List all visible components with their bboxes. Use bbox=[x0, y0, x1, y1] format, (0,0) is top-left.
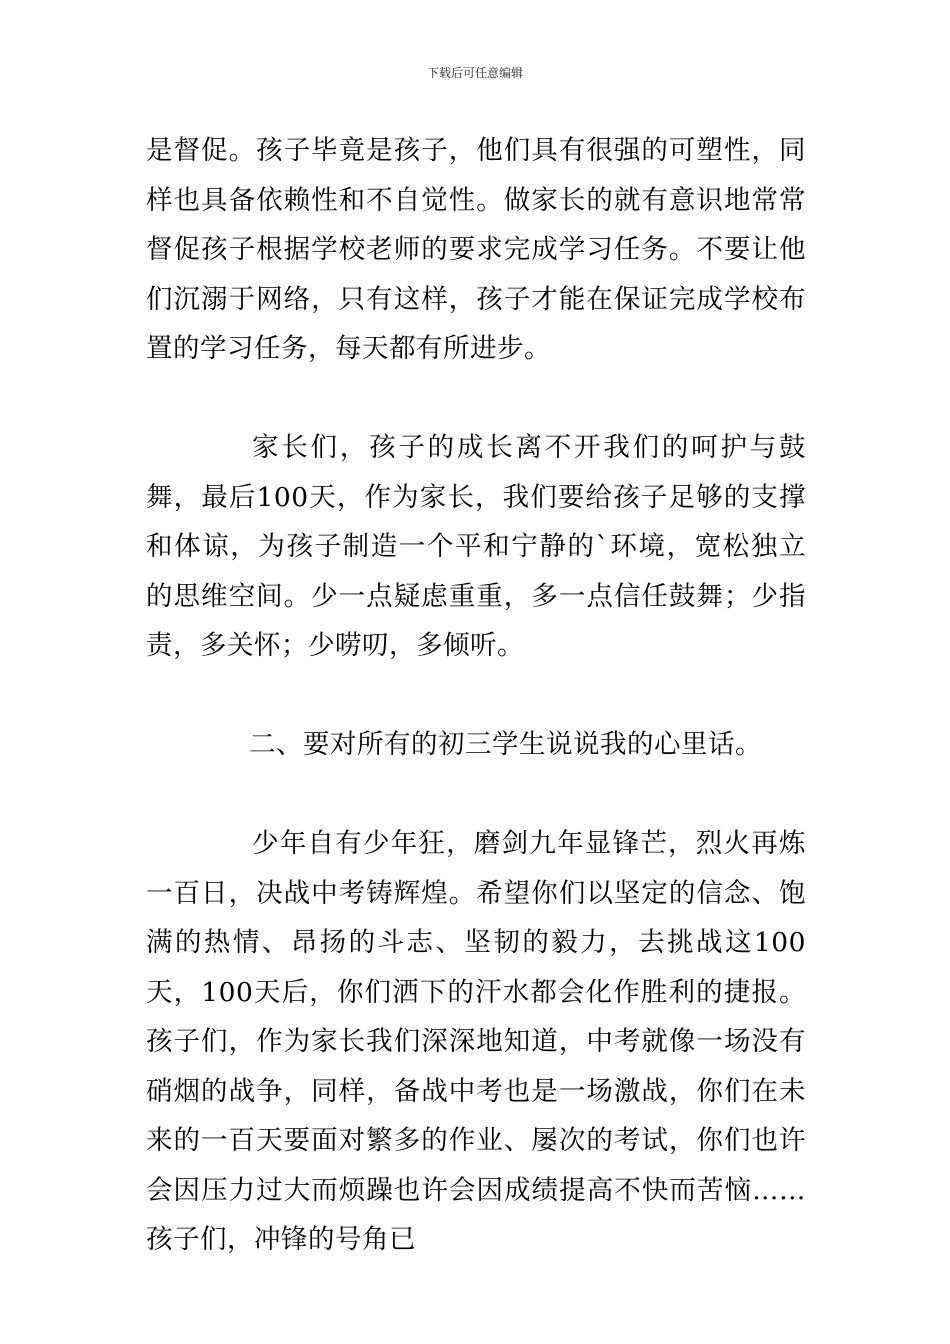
document-body bbox=[146, 126, 806, 1265]
paragraph-spacer bbox=[146, 770, 806, 820]
paragraph-spacer bbox=[146, 671, 806, 721]
section-heading: 二、要对所有的初三学生说说我的心里话。 bbox=[249, 729, 762, 760]
paragraph-students: 少年自有少年狂，磨剑九年显锋芒，烈火再炼一百日，决战中考铸辉煌。希望你们以坚定的信念、饱满的热情、昂扬的斗志、坚韧的毅力，去挑战这100天，100天后，你们洒下的汗水都会化作胜利的捷报。孩子们，作为家长我们深深地知道，中考就像一场没有硝烟的战争，同样，备战中考也是一场激战，你们在未来的一百天要面对繁多的作业、屡次的考试，你们也许会因压力过大而烦躁也许会因成绩提高不快而苦恼……孩子们，冲锋的号角已 bbox=[146, 828, 806, 1255]
paragraph-parents: 家长们，孩子的成长离不开我们的呵护与鼓舞，最后100天，作为家长，我们要给孩子足够的支撑和体谅，为孩子制造一个平和宁静的`环境，宽松独立的思维空间。少一点疑虑重重，多一点信任鼓舞；少指责，多关怀；少唠叨，多倾听。 bbox=[146, 432, 806, 661]
paragraph-supervision: 是督促。孩子毕竟是孩子，他们具有很强的可塑性，同样也具备依赖性和不自觉性。做家长的就有意识地常常督促孩子根据学校老师的要求完成学习任务。不要让他们沉溺于网络，只有这样，孩子才能在保证完成学校布置的学习任务，每天都有所进步。 bbox=[146, 135, 806, 364]
page-header: 下载后可任意编辑 bbox=[426, 66, 523, 80]
paragraph-spacer bbox=[146, 374, 806, 424]
